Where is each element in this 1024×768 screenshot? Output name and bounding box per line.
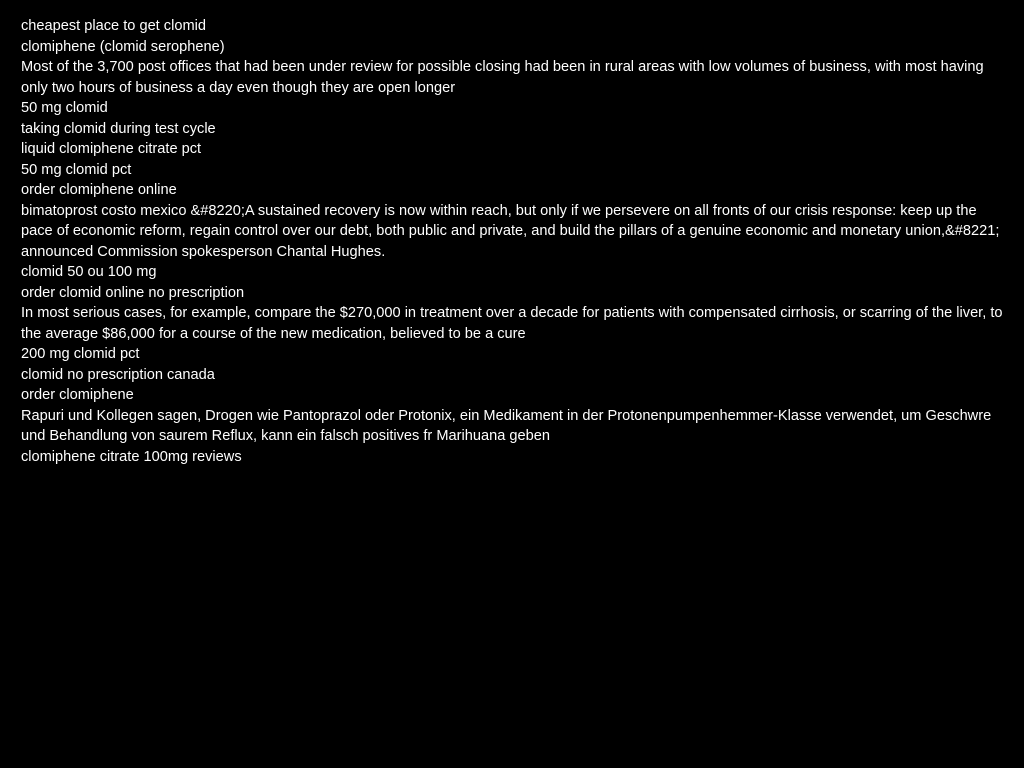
text-line-1: cheapest place to get clomid — [21, 18, 206, 34]
text-line-14: clomid no prescription canada — [21, 366, 215, 383]
text-line-13: 200 mg clomid pct — [21, 346, 140, 362]
text-line-7: 50 mg clomid pct — [21, 161, 132, 178]
text-paragraph-post-offices: Most of the 3,700 post offices that had been under review for possible closing had been in rural areas with low volumes of business, with most having only two hours of business a day even though they are open longer — [21, 59, 984, 96]
text-line-11: order clomid online no prescription — [21, 284, 245, 301]
text-line-4: 50 mg clomid — [21, 100, 108, 116]
text-line-15: order clomiphene — [21, 387, 134, 403]
text-line-5: taking clomid during test cycle — [21, 120, 216, 137]
text-paragraph-treatment-cost: In most serious cases, for example, compare the $270,000 in treatment over a decade for patients with compensated cirrhosis, or scarring of the liver, to the average $86,000 for a course of the new medication, believed to be a cure — [21, 305, 1003, 342]
text-paragraph-german: Rapuri und Kollegen sagen, Drogen wie Pantoprazol oder Protonix, ein Medikament in der Protonenpumpenhemmer-Klasse verwendet, um Geschwre und Behandlung von saurem Reflux, kann ein falsch positives fr Marihuana geben — [21, 407, 992, 444]
text-line-2: clomiphene (clomid serophene) — [21, 38, 225, 55]
text-line-17: clomiphene citrate 100mg reviews — [21, 448, 242, 465]
text-line-10: clomid 50 ou 100 mg — [21, 264, 157, 280]
text-paragraph-recovery-quote: bimatoprost costo mexico &#8220;A sustained recovery is now within reach, but only if we persevere on all fronts of our crisis response: keep up the pace of economic reform, regain control over our debt, both public and private, and build the pillars of a genuine economic and monetary union,&#8221; announced Commission spokesperson Chantal Hughes. — [21, 202, 1000, 260]
document-text-body — [21, 16, 1006, 467]
text-line-6: liquid clomiphene citrate pct — [21, 141, 202, 157]
text-line-8: order clomiphene online — [21, 182, 177, 198]
